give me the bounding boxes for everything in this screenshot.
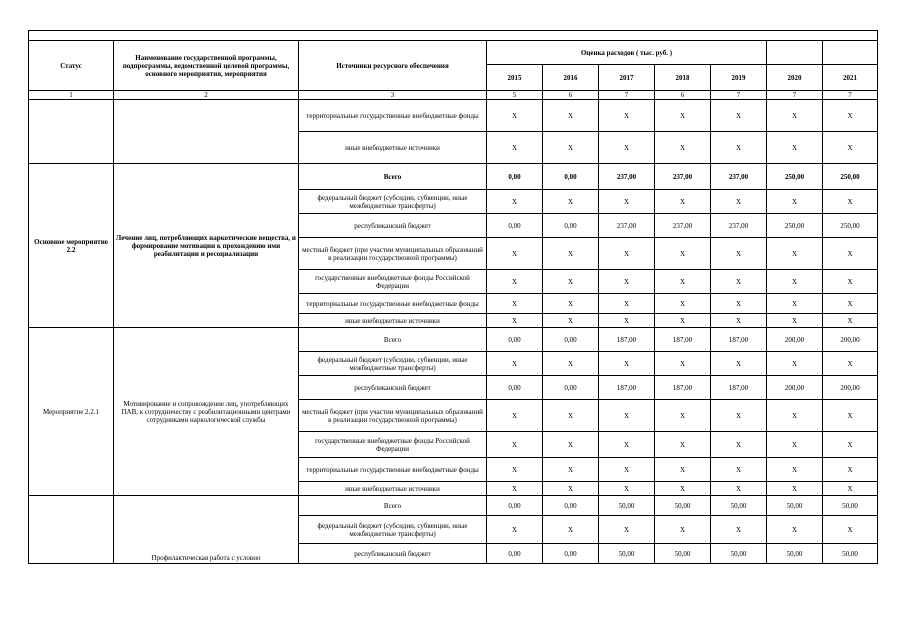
value-cell-2018: X (655, 432, 711, 458)
value-cell-2017: X (599, 432, 655, 458)
value-cell-2020: X (767, 432, 823, 458)
value-cell-2021: X (823, 132, 878, 164)
value-cell-2016: 0,00 (543, 544, 599, 564)
block0-name-cell (114, 100, 299, 164)
source-cell: иные внебюджетные источники (299, 482, 487, 496)
value-cell-2018: 50,00 (655, 496, 711, 516)
value-cell-2015: X (487, 238, 543, 270)
value-cell-2021: X (823, 314, 878, 328)
budget-table (28, 30, 878, 564)
header-row-1 (29, 41, 878, 65)
value-cell-2020: 250,00 (767, 164, 823, 190)
value-cell-2016: X (543, 432, 599, 458)
value-cell-2015: X (487, 352, 543, 376)
value-cell-2021: 50,00 (823, 496, 878, 516)
value-cell-2016: X (543, 314, 599, 328)
value-cell-2020: X (767, 100, 823, 132)
value-cell-2017: X (599, 314, 655, 328)
value-cell-2018: X (655, 238, 711, 270)
value-cell-2017: X (599, 458, 655, 482)
block3-name-cell: Профилактическая работа с условно (114, 496, 299, 564)
source-cell: территориальные государственные внебюджетные фонды (299, 100, 487, 132)
block2-status-cell: Мероприятие 2.2.1 (29, 328, 114, 496)
value-cell-2015: X (487, 516, 543, 544)
value-cell-2021: 200,00 (823, 328, 878, 352)
column-number-3: 3 (299, 91, 487, 100)
value-cell-2019: X (711, 314, 767, 328)
value-cell-2021: X (823, 400, 878, 432)
source-cell: местный бюджет (при участии муниципальных образований в реализации государственной программы) (299, 400, 487, 432)
source-cell: республиканский бюджет (299, 544, 487, 564)
value-cell-2017: 187,00 (599, 376, 655, 400)
value-cell-2017: X (599, 270, 655, 294)
value-cell-2016: X (543, 352, 599, 376)
top-blank-cell (29, 31, 878, 41)
value-cell-2018: X (655, 400, 711, 432)
header-estimate: Оценка расходов ( тыс. руб. ) (487, 41, 767, 65)
value-cell-2018: X (655, 100, 711, 132)
header-year-2021: 2021 (823, 65, 878, 91)
source-cell: федеральный бюджет (субсидии, субвенции, иные межбюджетные трансферты) (299, 190, 487, 214)
value-cell-2015: X (487, 100, 543, 132)
value-cell-2018: X (655, 352, 711, 376)
block3-status-cell (29, 496, 114, 564)
value-cell-2019: X (711, 516, 767, 544)
value-cell-2016: 0,00 (543, 214, 599, 238)
value-cell-2016: X (543, 100, 599, 132)
value-cell-2018: X (655, 270, 711, 294)
source-cell: федеральный бюджет (субсидии, субвенции, иные межбюджетные трансферты) (299, 352, 487, 376)
value-cell-2018: 187,00 (655, 376, 711, 400)
value-cell-2015: 0,00 (487, 164, 543, 190)
header-name: Наименование государственной программы, подпрограммы, ведомственной целевой программы, основного мероприятия, мероприятия (114, 41, 299, 91)
value-cell-2020: 50,00 (767, 496, 823, 516)
header-year-2020: 2020 (767, 65, 823, 91)
column-number-9: 7 (767, 91, 823, 100)
value-cell-2017: 237,00 (599, 164, 655, 190)
value-cell-2016: 0,00 (543, 328, 599, 352)
value-cell-2016: X (543, 132, 599, 164)
value-cell-2016: 0,00 (543, 496, 599, 516)
value-cell-2017: 237,00 (599, 214, 655, 238)
value-cell-2016: X (543, 516, 599, 544)
value-cell-2018: 50,00 (655, 544, 711, 564)
top-blank-row (29, 31, 878, 41)
value-cell-2017: X (599, 352, 655, 376)
value-cell-2017: X (599, 238, 655, 270)
value-cell-2021: 50,00 (823, 544, 878, 564)
value-cell-2016: 0,00 (543, 376, 599, 400)
column-number-7: 6 (655, 91, 711, 100)
value-cell-2020: X (767, 352, 823, 376)
value-cell-2015: X (487, 314, 543, 328)
value-cell-2015: 0,00 (487, 376, 543, 400)
value-cell-2020: X (767, 482, 823, 496)
value-cell-2018: X (655, 314, 711, 328)
block1-status-cell: Основное мероприятие 2.2 (29, 164, 114, 328)
column-number-1: 1 (29, 91, 114, 100)
value-cell-2018: 237,00 (655, 214, 711, 238)
value-cell-2018: X (655, 190, 711, 214)
value-cell-2020: 250,00 (767, 214, 823, 238)
source-cell: иные внебюджетные источники (299, 132, 487, 164)
value-cell-2019: X (711, 132, 767, 164)
value-cell-2020: X (767, 400, 823, 432)
column-numbers-row (29, 91, 878, 100)
block1-name-cell: Лечение лиц, потребляющих наркотические вещества, и формирование мотивации к прохождению ими реабилитации и ресоциализации (114, 164, 299, 328)
column-number-5: 6 (543, 91, 599, 100)
value-cell-2019: 50,00 (711, 496, 767, 516)
value-cell-2021: X (823, 238, 878, 270)
value-cell-2021: X (823, 482, 878, 496)
value-cell-2016: X (543, 400, 599, 432)
value-cell-2017: 187,00 (599, 328, 655, 352)
value-cell-2018: X (655, 458, 711, 482)
value-cell-2019: 187,00 (711, 376, 767, 400)
value-cell-2021: 250,00 (823, 164, 878, 190)
value-cell-2015: X (487, 190, 543, 214)
value-cell-2015: 0,00 (487, 214, 543, 238)
value-cell-2019: X (711, 294, 767, 314)
value-cell-2016: X (543, 190, 599, 214)
source-cell: местный бюджет (при участии муниципальных образований в реализации государственной программы) (299, 238, 487, 270)
value-cell-2016: X (543, 294, 599, 314)
block1-row (29, 164, 878, 190)
value-cell-2019: X (711, 432, 767, 458)
value-cell-2015: 0,00 (487, 544, 543, 564)
block0-status-cell (29, 100, 114, 164)
value-cell-2018: X (655, 516, 711, 544)
value-cell-2018: X (655, 482, 711, 496)
value-cell-2021: 250,00 (823, 214, 878, 238)
value-cell-2016: 0,00 (543, 164, 599, 190)
value-cell-2019: 187,00 (711, 328, 767, 352)
value-cell-2016: X (543, 238, 599, 270)
value-cell-2021: 200,00 (823, 376, 878, 400)
value-cell-2021: X (823, 270, 878, 294)
value-cell-2019: X (711, 190, 767, 214)
source-cell: иные внебюджетные источники (299, 314, 487, 328)
column-number-10: 7 (823, 91, 878, 100)
header-blank-2021 (823, 41, 878, 65)
value-cell-2019: X (711, 352, 767, 376)
header-sources: Источники ресурсного обеспечения (299, 41, 487, 91)
value-cell-2017: 50,00 (599, 544, 655, 564)
value-cell-2015: 0,00 (487, 328, 543, 352)
value-cell-2020: X (767, 238, 823, 270)
value-cell-2017: X (599, 482, 655, 496)
budget-table-sheet (28, 30, 878, 564)
source-cell: территориальные государственные внебюджетные фонды (299, 458, 487, 482)
value-cell-2019: 50,00 (711, 544, 767, 564)
value-cell-2015: X (487, 400, 543, 432)
header-year-2019: 2019 (711, 65, 767, 91)
value-cell-2019: 237,00 (711, 164, 767, 190)
column-number-8: 7 (711, 91, 767, 100)
source-cell: территориальные государственные внебюджетные фонды (299, 294, 487, 314)
value-cell-2020: 200,00 (767, 328, 823, 352)
value-cell-2017: X (599, 132, 655, 164)
value-cell-2015: X (487, 132, 543, 164)
value-cell-2017: X (599, 516, 655, 544)
value-cell-2019: X (711, 458, 767, 482)
value-cell-2018: 237,00 (655, 164, 711, 190)
column-number-2: 2 (114, 91, 299, 100)
value-cell-2021: X (823, 432, 878, 458)
value-cell-2018: 187,00 (655, 328, 711, 352)
source-cell: Всего (299, 328, 487, 352)
value-cell-2015: X (487, 432, 543, 458)
value-cell-2015: X (487, 294, 543, 314)
source-cell: республиканский бюджет (299, 376, 487, 400)
value-cell-2020: X (767, 270, 823, 294)
value-cell-2021: X (823, 100, 878, 132)
header-blank-2020 (767, 41, 823, 65)
value-cell-2019: X (711, 270, 767, 294)
value-cell-2019: X (711, 400, 767, 432)
value-cell-2018: X (655, 294, 711, 314)
column-number-6: 7 (599, 91, 655, 100)
value-cell-2019: X (711, 238, 767, 270)
value-cell-2020: X (767, 190, 823, 214)
value-cell-2021: X (823, 294, 878, 314)
header-year-2017: 2017 (599, 65, 655, 91)
block0-row (29, 100, 878, 132)
value-cell-2020: 50,00 (767, 544, 823, 564)
value-cell-2016: X (543, 458, 599, 482)
value-cell-2018: X (655, 132, 711, 164)
header-year-2018: 2018 (655, 65, 711, 91)
value-cell-2017: X (599, 400, 655, 432)
value-cell-2015: X (487, 458, 543, 482)
value-cell-2019: X (711, 100, 767, 132)
value-cell-2016: X (543, 482, 599, 496)
value-cell-2017: 50,00 (599, 496, 655, 516)
source-cell: республиканский бюджет (299, 214, 487, 238)
value-cell-2015: 0,00 (487, 496, 543, 516)
value-cell-2017: X (599, 294, 655, 314)
value-cell-2015: X (487, 270, 543, 294)
value-cell-2021: X (823, 190, 878, 214)
value-cell-2017: X (599, 190, 655, 214)
value-cell-2017: X (599, 100, 655, 132)
value-cell-2019: X (711, 482, 767, 496)
header-status: Статус (29, 41, 114, 91)
value-cell-2020: X (767, 294, 823, 314)
value-cell-2021: X (823, 516, 878, 544)
value-cell-2020: X (767, 314, 823, 328)
value-cell-2020: 200,00 (767, 376, 823, 400)
header-year-2015: 2015 (487, 65, 543, 91)
header-year-2016: 2016 (543, 65, 599, 91)
value-cell-2015: X (487, 482, 543, 496)
source-cell: Всего (299, 164, 487, 190)
value-cell-2021: X (823, 352, 878, 376)
source-cell: государственные внебюджетные фонды Российской Федерации (299, 270, 487, 294)
block2-row (29, 328, 878, 352)
value-cell-2021: X (823, 458, 878, 482)
value-cell-2020: X (767, 132, 823, 164)
value-cell-2020: X (767, 516, 823, 544)
value-cell-2016: X (543, 270, 599, 294)
block3-row (29, 496, 878, 516)
block2-name-cell: Мотивирование и сопровождение лиц, употребляющих ПАВ, к сотрудничеству с реабилитационными центрами сотрудниками наркологической службы (114, 328, 299, 496)
value-cell-2019: 237,00 (711, 214, 767, 238)
source-cell: государственные внебюджетные фонды Российской Федерации (299, 432, 487, 458)
source-cell: Всего (299, 496, 487, 516)
value-cell-2020: X (767, 458, 823, 482)
column-number-4: 5 (487, 91, 543, 100)
source-cell: федеральный бюджет (субсидии, субвенции, иные межбюджетные трансферты) (299, 516, 487, 544)
